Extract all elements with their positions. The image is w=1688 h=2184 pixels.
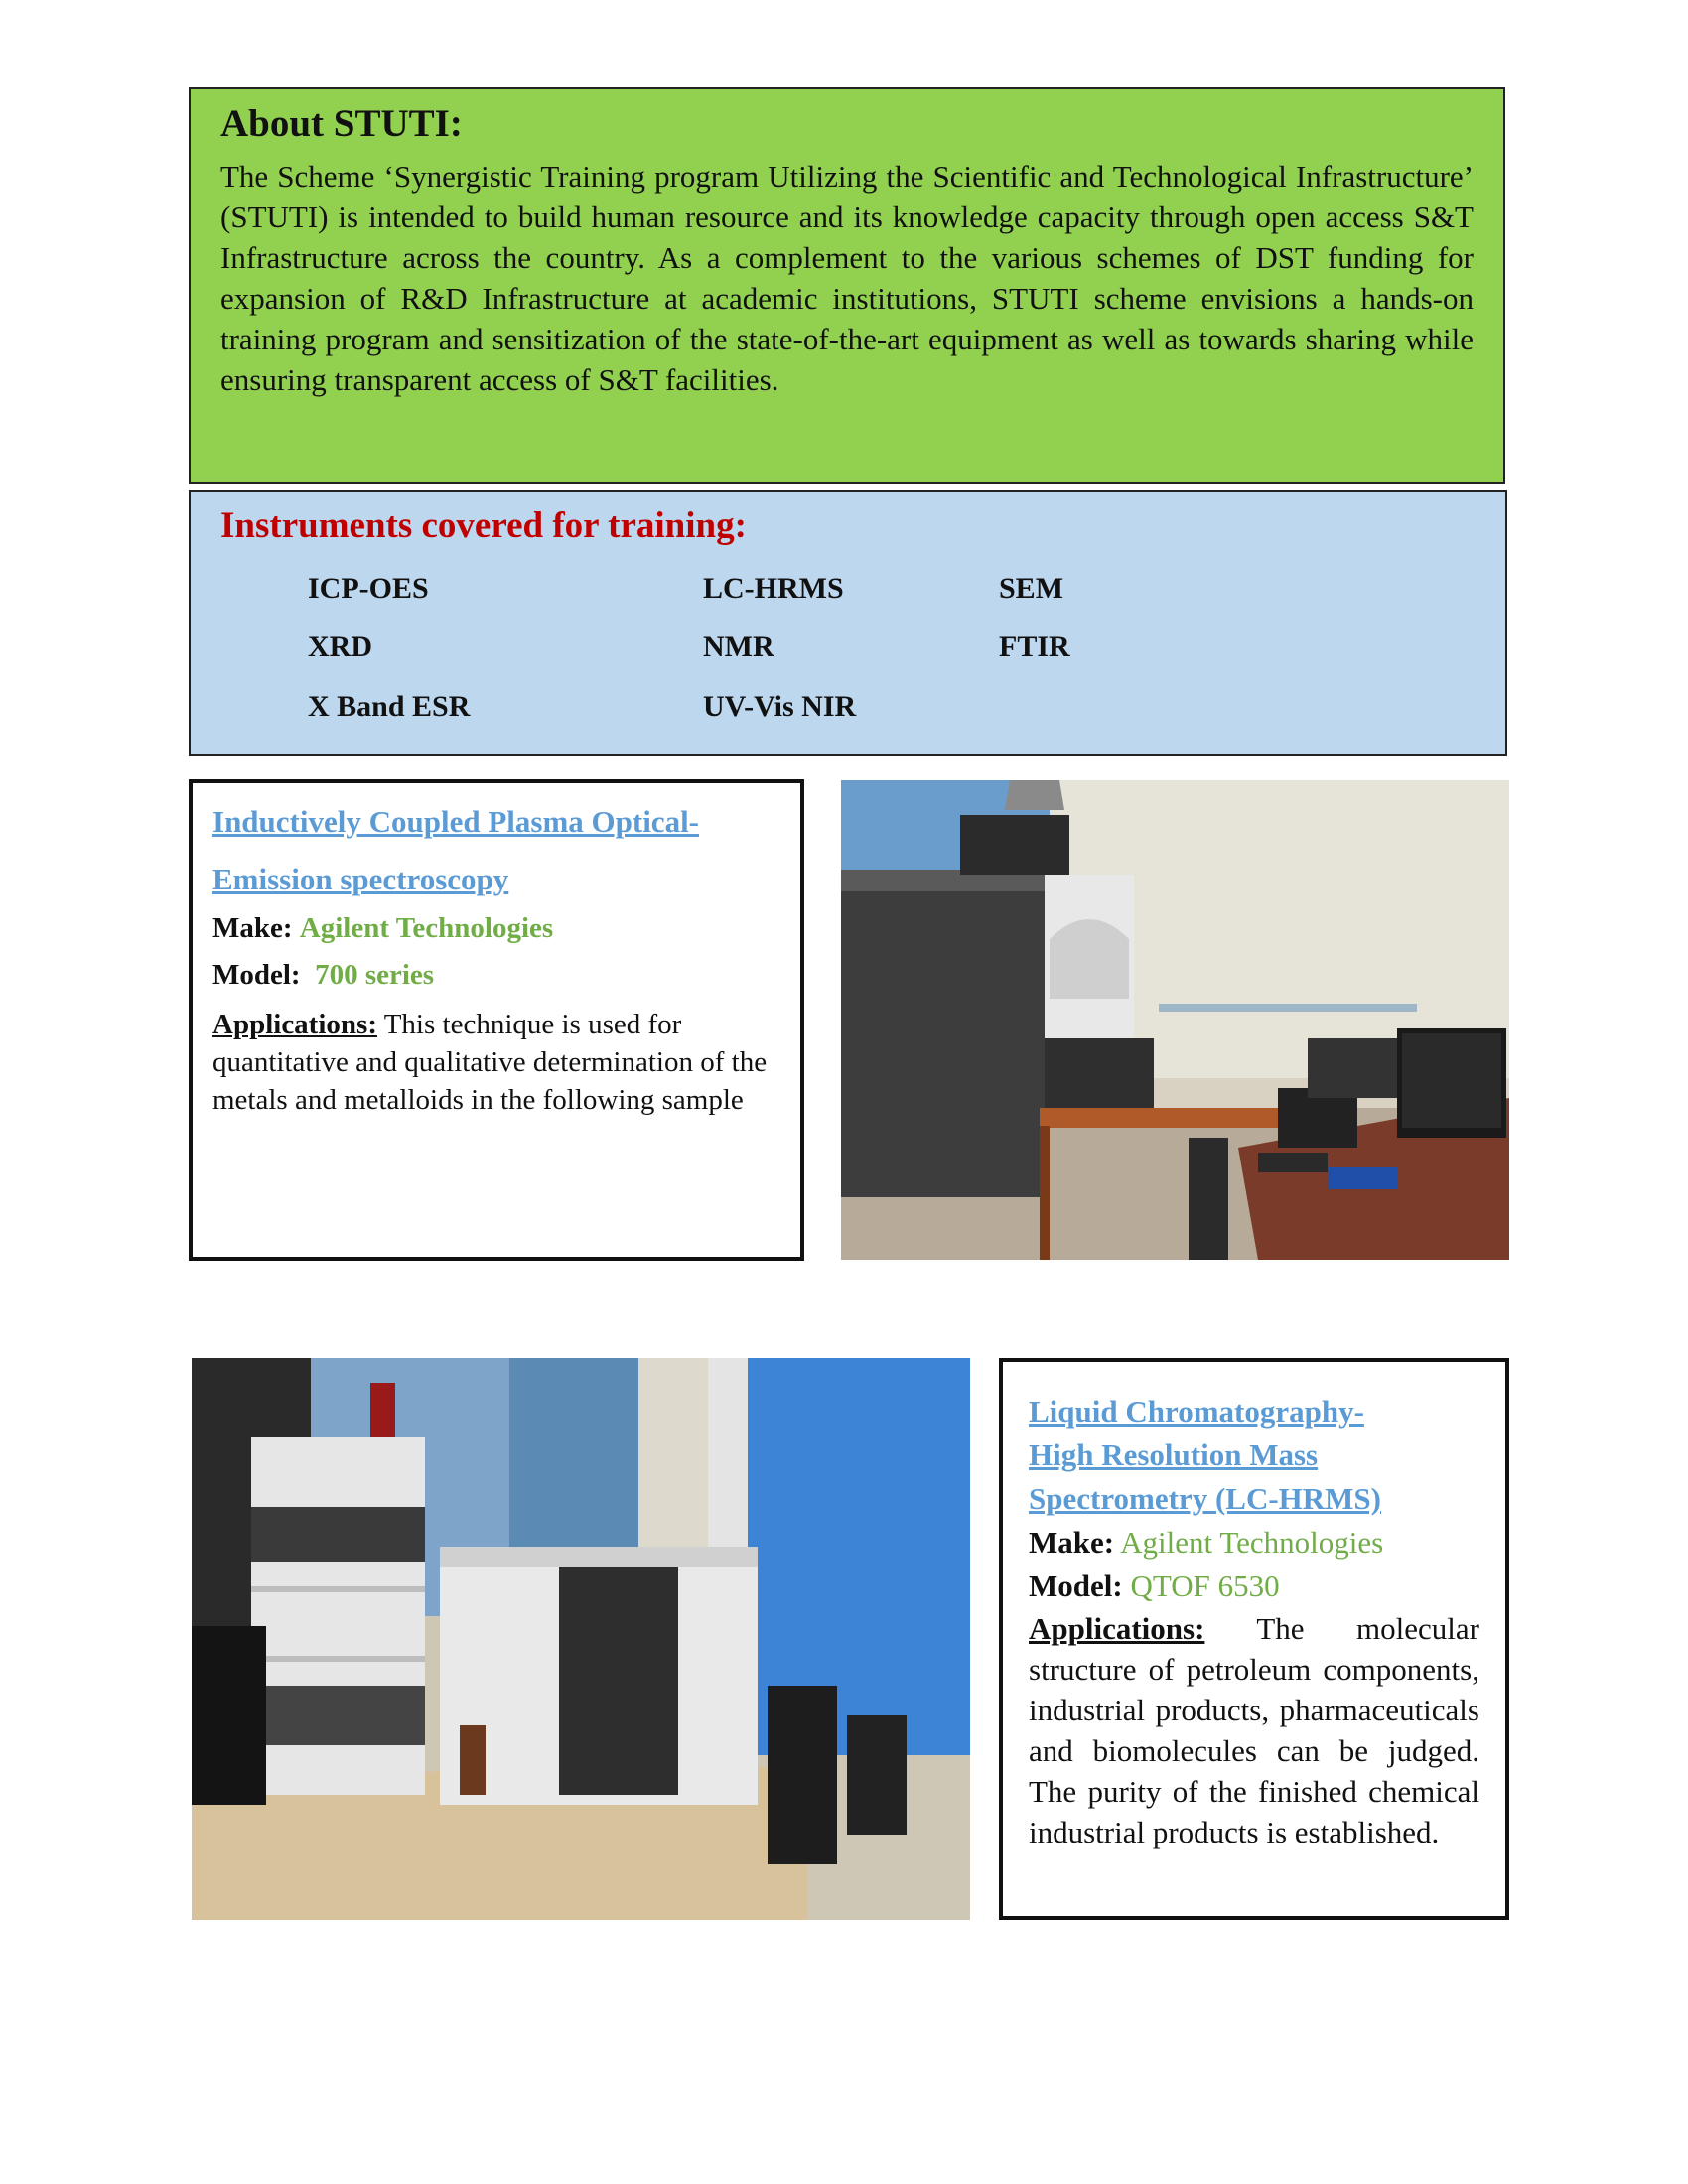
- lc-hrms-card: [999, 1358, 1509, 1920]
- icp-make-label: Make:: [212, 912, 293, 944]
- instrument-item: XRD: [308, 630, 372, 663]
- lc-applications-text: The molecular structure of petroleum components, industrial products, pharmaceuticals and biomolecules can be judged. The purity of the finished chemical industrial products is established.: [1029, 1611, 1479, 1849]
- icp-title-link[interactable]: [212, 793, 780, 908]
- icp-model: [212, 959, 780, 992]
- about-title: About STUTI:: [220, 102, 463, 145]
- lc-model: [1029, 1565, 1479, 1608]
- lc-model-value: QTOF 6530: [1130, 1569, 1280, 1603]
- lc-applications: [1029, 1608, 1479, 1852]
- icp-make-value: Agilent Technologies: [299, 912, 554, 944]
- instrument-item: X Band ESR: [308, 690, 471, 723]
- icp-title-line1[interactable]: Inductively Coupled Plasma Optical-: [212, 804, 700, 839]
- icp-model-value: 700 series: [315, 959, 435, 991]
- lc-make-value: Agilent Technologies: [1120, 1525, 1384, 1560]
- lc-hrms-photo: [192, 1358, 970, 1920]
- instrument-item: LC-HRMS: [703, 572, 844, 605]
- about-body: The Scheme ‘Synergistic Training program Utilizing the Scientific and Technological Infrastructure’ (STUTI) is intended to build human resource and its knowledge capacity through open access S&T Infrastructure across the country. As a complement to the various schemes of DST funding for expansion of R&D Infrastructure at academic institutions, STUTI scheme envisions a hands-on training program and sensitization of the state-of-the-art equipment as well as towards sharing while ensuring transparent access of S&T facilities.: [220, 159, 1474, 397]
- instrument-item: UV-Vis NIR: [703, 690, 857, 723]
- icp-oes-card: [189, 779, 804, 1261]
- instrument-item: ICP-OES: [308, 572, 429, 605]
- lc-title-line3[interactable]: Spectrometry (LC-HRMS): [1029, 1481, 1381, 1516]
- lc-title-line2[interactable]: High Resolution Mass: [1029, 1437, 1319, 1472]
- about-section: [189, 87, 1505, 484]
- icp-model-label: Model:: [212, 959, 301, 991]
- lc-make: [1029, 1521, 1479, 1565]
- lc-applications-label: Applications:: [1029, 1611, 1205, 1646]
- icp-applications-label: Applications:: [212, 1009, 377, 1040]
- icp-applications: [212, 1006, 780, 1119]
- lc-title-link[interactable]: [1029, 1390, 1479, 1521]
- lc-model-label: Model:: [1029, 1569, 1123, 1603]
- instrument-item: FTIR: [999, 630, 1070, 663]
- instrument-item: NMR: [703, 630, 774, 663]
- icp-title-line2[interactable]: Emission spectroscopy: [212, 862, 509, 896]
- lc-make-label: Make:: [1029, 1525, 1115, 1560]
- icp-oes-photo: [841, 780, 1509, 1260]
- instrument-item: SEM: [999, 572, 1064, 605]
- icp-make: [212, 912, 780, 945]
- instruments-section: [189, 490, 1507, 756]
- lc-title-line1[interactable]: Liquid Chromatography-: [1029, 1394, 1364, 1429]
- icp-applications-text: This technique is used for quantitative and qualitative determination of the metals and metalloids in the following sample: [212, 1009, 768, 1116]
- instruments-title: Instruments covered for training:: [220, 505, 747, 546]
